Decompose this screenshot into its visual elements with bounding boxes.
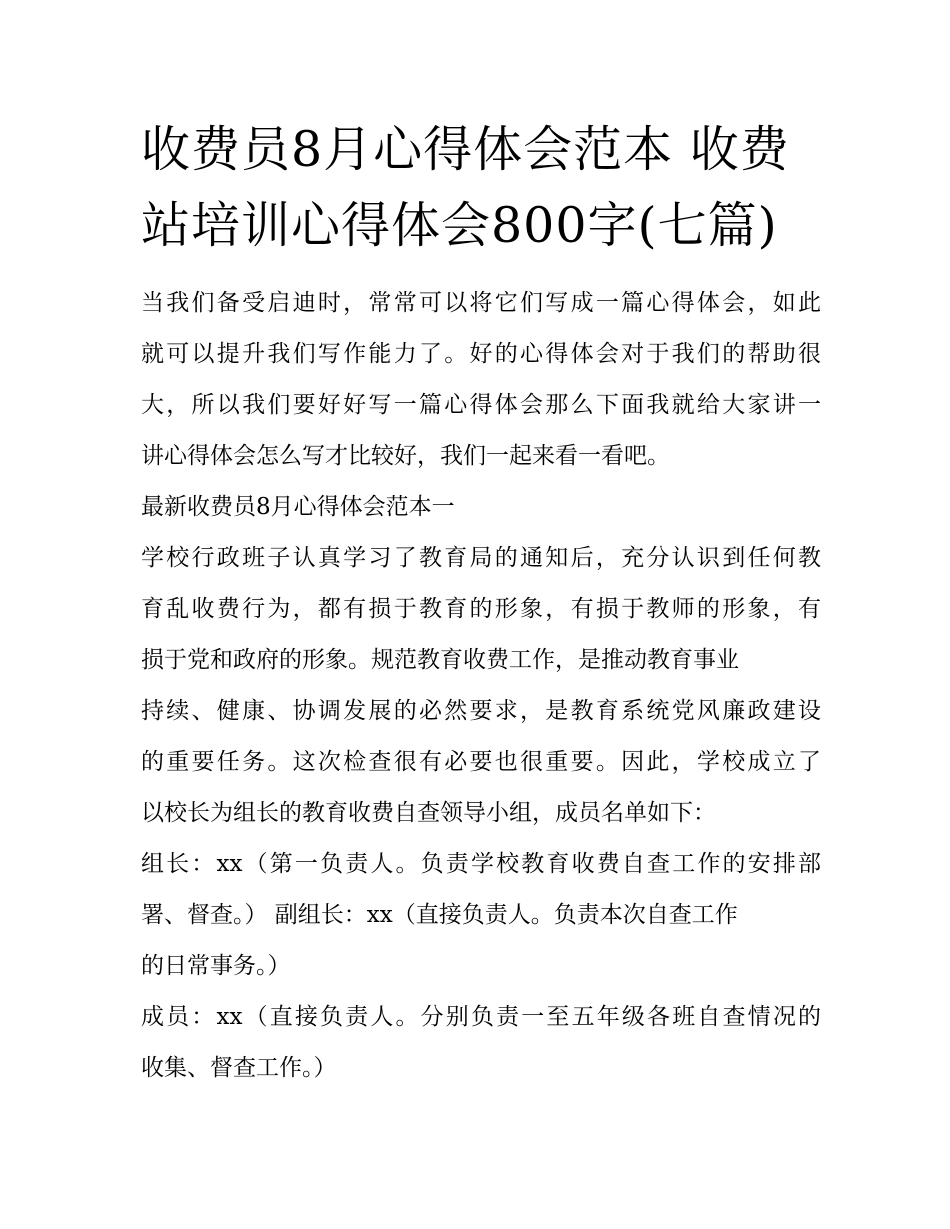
body-line: 学校行政班子认真学习了教育局的通知后，充分认识到任何教 [141, 545, 821, 571]
body-line: 收集、督查工作。） [141, 1055, 337, 1081]
body-line: 署、督查。） 副组长：xx（直接负责人。负责本次自查工作 [141, 902, 738, 928]
body-line: 就可以提升我们写作能力了。好的心得体会对于我们的帮助很 [141, 341, 821, 367]
document-content [141, 112, 821, 1094]
document-body [141, 278, 821, 1094]
body-line: 损于党和政府的形象。规范教育收费工作，是推动教育事业 [141, 647, 739, 673]
body-line: 组长：xx（第一负责人。负责学校教育收费自查工作的安排部 [141, 851, 821, 877]
title-line-1: 收费员8月心得体会范本 收费 [141, 121, 790, 178]
body-line: 育乱收费行为，都有损于教育的形象，有损于教师的形象，有 [141, 596, 821, 622]
body-line: 以校长为组长的教育收费自查领导小组，成员名单如下： [141, 800, 716, 826]
body-line: 持续、健康、协调发展的必然要求，是教育系统党风廉政建设 [141, 698, 821, 724]
body-line: 的日常事务。） [141, 953, 291, 979]
body-line: 讲心得体会怎么写才比较好，我们一起来看一看吧。 [141, 443, 670, 469]
document-title [141, 112, 821, 264]
body-line: 成员：xx（直接负责人。分别负责一至五年级各班自查情况的 [141, 1004, 821, 1030]
body-line: 的重要任务。这次检查很有必要也很重要。因此，学校成立了 [141, 749, 821, 775]
title-line-2: 站培训心得体会800字(七篇) [141, 197, 778, 254]
section-heading: 最新收费员8月心得体会范本一 [141, 494, 455, 520]
body-line: 当我们备受启迪时，常常可以将它们写成一篇心得体会，如此 [141, 290, 821, 316]
body-line: 大，所以我们要好好写一篇心得体会那么下面我就给大家讲一 [141, 392, 821, 418]
